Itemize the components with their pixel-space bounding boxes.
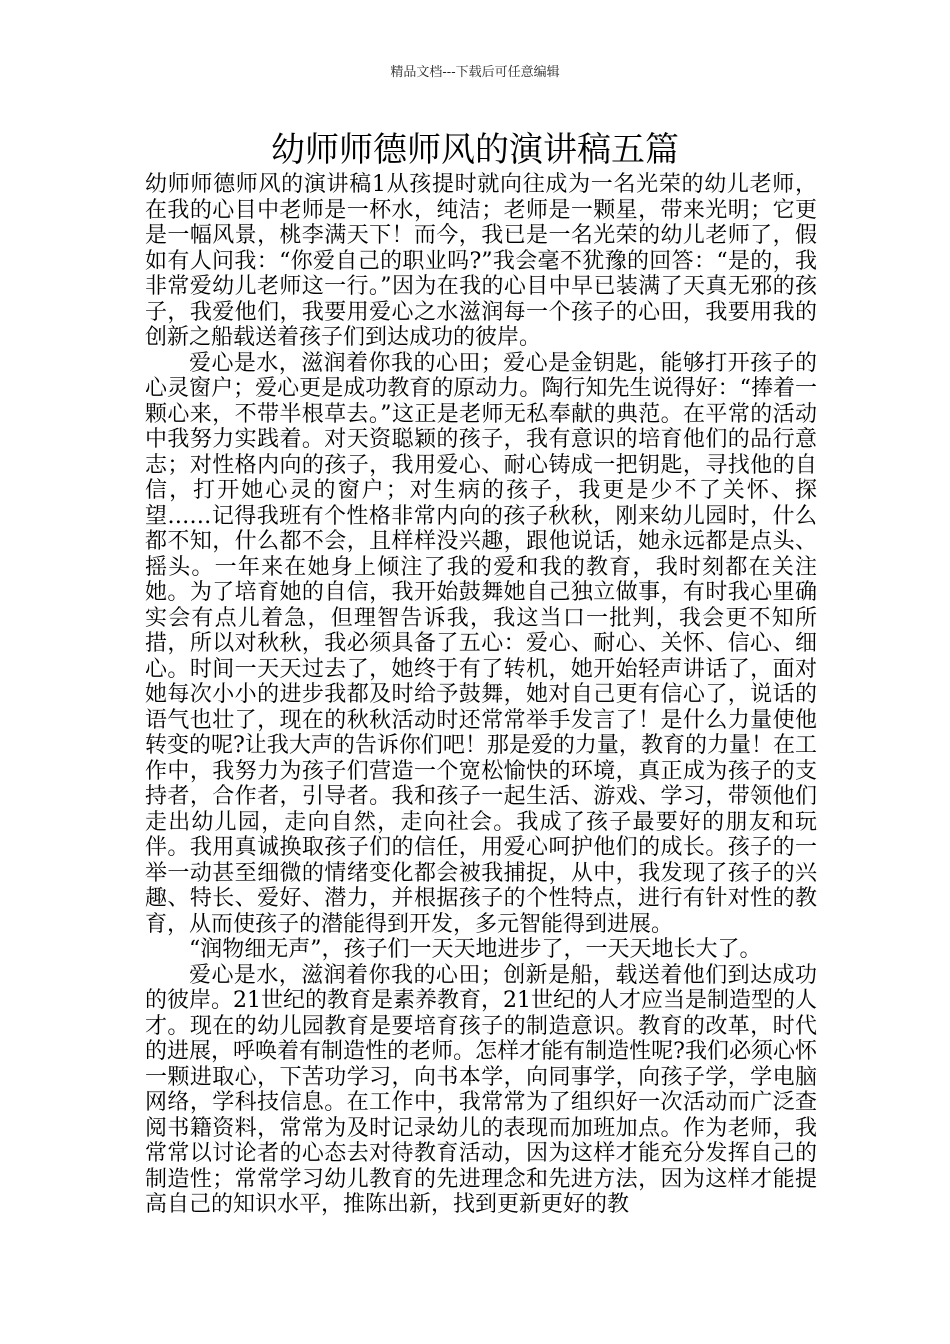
paragraph: 爱心是水，滋润着你我的心田；爱心是金钥匙，能够打开孩子的心灵窗户；爱心更是成功教育的原动力。陶行知先生说得好：“捧着一颗心来，不带半根草去。”这正是老师无私奉献的典范。在平常的活动中我努力实践着。对天资聪颖的孩子，我有意识的培育他们的品行意志；对性格内向的孩子，我用爱心、耐心铸成一把钥匙，寻找他的自信，打开她心灵的窗户；对生病的孩子，我更是少不了关怀、探望……记得我班有个性格非常内向的孩子秋秋，刚来幼儿园时，什么都不知，什么都不会，且样样没兴趣，跟他说话，她永远都是点头、摇头。一年来在她身上倾注了我的爱和我的教育，我时刻都在关注她。为了培育她的自信，我开始鼓舞她自己独立做事，有时我心里确实会有点儿着急，但理智告诉我，我这当口一批判，我会更不知所措，所以对秋秋，我必须具备了五心：爱心、耐心、关怀、信心、细心。时间一天天过去了，她终于有了转机，她开始轻声讲话了，面对她每次小小的进步我都及时给予鼓舞，她对自己更有信心了，说话的语气也壮了，现在的秋秋活动时还常常举手发言了！是什么力量使他转变的呢?让我大声的告诉你们吧！那是爱的力量，教育的力量！在工作中，我努力为孩子们营造一个宽松愉快的环境，真正成为孩子的支持者，合作者，引导者。我和孩子一起生活、游戏、学习，带领他们走出幼儿园，走向自然，走向社会。我成了孩子最要好的朋友和玩伴。我用真诚换取孩子们的信任，用爱心呵护他们的成长。孩子的一举一动甚至细微的情绪变化都会被我捕捉，从中，我发现了孩子的兴趣、特长、爱好、潜力，并根据孩子的个性特点，进行有针对性的教育，从而使孩子的潜能得到开发，多元智能得到进展。 bbox=[145, 350, 817, 937]
page-header-note: 精品文档---下载后可任意编辑 bbox=[390, 65, 560, 80]
document-title: 幼师师德师风的演讲稿五篇 bbox=[271, 130, 679, 170]
paragraph: 爱心是水，滋润着你我的心田；创新是船，载送着他们到达成功的彼岸。21世纪的教育是素养教育，21世纪的人才应当是制造型的人才。现在的幼儿园教育是要培育孩子的制造意识。教育的改革，时代的进展，呼唤着有制造性的老师。怎样才能有制造性呢?我们必须心怀一颗进取心，下苦功学习，向书本学，向同事学，向孩子学，学电脑网络，学科技信息。在工作中，我常常为了组织好一次活动而广泛查阅书籍资料，常常为及时记录幼儿的表现而加班加点。作为老师，我常常以讨论者的心态去对待教育活动，因为这样才能充分发挥自己的制造性；常常学习幼儿教育的先进理念和先进方法，因为这样才能提高自己的知识水平，推陈出新，找到更新更好的教 bbox=[145, 962, 817, 1217]
document-body bbox=[145, 172, 817, 1218]
paragraph: 幼师师德师风的演讲稿1从孩提时就向往成为一名光荣的幼儿老师，在我的心目中老师是一杯水，纯洁；老师是一颗星，带来光明；它更是一幅风景，桃李满天下！而今，我已是一名光荣的幼儿老师了，假如有人问我：“你爱自己的职业吗?”我会毫不犹豫的回答：“是的，我非常爱幼儿老师这一行。”因为在我的心目中早已装满了天真无邪的孩子，我爱他们，我要用爱心之水滋润每一个孩子的心田，我要用我的创新之船载送着孩子们到达成功的彼岸。 bbox=[145, 172, 817, 350]
paragraph: “润物细无声”，孩子们一天天地进步了，一天天地长大了。 bbox=[189, 937, 762, 962]
